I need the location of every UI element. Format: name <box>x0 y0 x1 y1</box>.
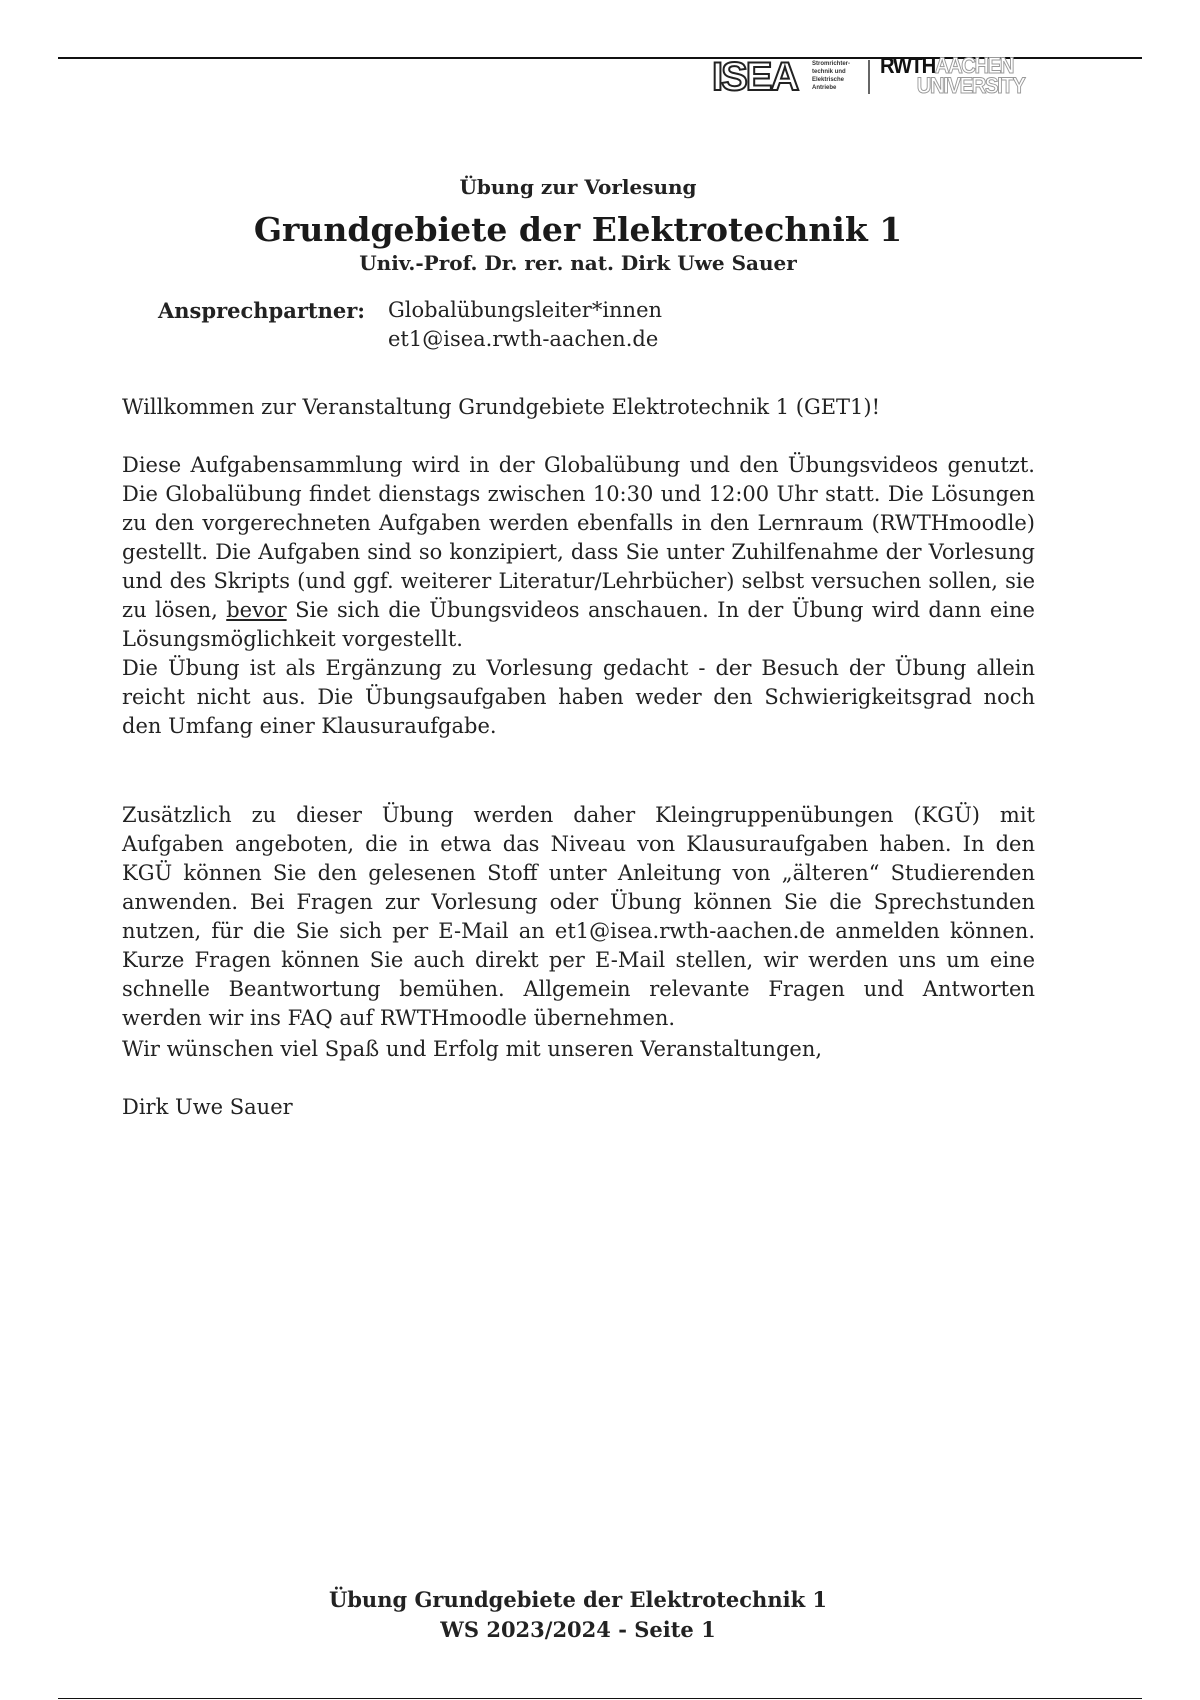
kgue-text: Zusätzlich zu dieser Übung werden daher Kleingruppenübungen (KGÜ) mit Aufgaben angeboten, die in etwa das Niveau von Klausuraufgaben haben. In den KGÜ können Sie den gelesenen Stoff unter Anleitung von „älteren“ Studierenden anwenden. Bei Fragen zur Vorlesung oder Übung können Sie die Sprechstunden nutzen, für die Sie sich per E-Mail an et1@isea.rwth-aachen.de anmelden können. Kurze Fragen können Sie auch direkt per E-Mail stellen, wir werden uns um eine schnelle Beantwortung bemühen. Allgemein relevante Fragen und Antworten werden wir ins FAQ auf RWTHmoodle übernehmen. <box>122 803 1035 1030</box>
document-title: Grundgebiete der Elektrotechnik 1 <box>253 210 903 249</box>
welcome-paragraph <box>122 393 1035 422</box>
main-text <box>122 451 1035 654</box>
emphasis-bevor: bevor <box>226 598 287 622</box>
isea-subtitle-line: Stromrichter- <box>812 61 851 67</box>
footer-rule <box>58 1698 1142 1699</box>
isea-logo-text: ISEA <box>712 55 798 99</box>
welcome-text: Willkommen zur Veranstaltung Grundgebiete Elektrotechnik 1 (GET1)! <box>122 395 881 419</box>
contact-values <box>388 296 662 354</box>
wish-text: Wir wünschen viel Spaß und Erfolg mit unseren Veranstaltungen, <box>122 1037 823 1061</box>
isea-subtitle-line: Antriebe <box>812 85 837 91</box>
isea-logo-subtitle <box>812 60 872 92</box>
signature-text: Dirk Uwe Sauer <box>122 1095 293 1119</box>
footer-course: Übung Grundgebiete der Elektrotechnik 1 <box>328 1587 828 1612</box>
rwth-logo-university: UNIVERSITY <box>916 73 1025 98</box>
main-paragraph <box>122 451 1035 741</box>
contact-name: Globalübungsleiter*innen <box>388 298 663 322</box>
main-text-part2: Sie sich die Übungsvideos anschauen. In der Übung wird dann eine Lösungsmöglichkeit vorgestellt. <box>122 598 1035 651</box>
signature-paragraph <box>122 1093 1035 1122</box>
main-text-part1: Diese Aufgabensammlung wird in der Globalübung und den Übungsvideos genutzt. Die Globalübung findet dienstags zwischen 10:30 und 12:00 Uhr statt. Die Lösungen zu den vorgerechneten Aufgaben werden ebenfalls in den Lernraum (RWTHmoodle) gestellt. Die Aufgaben sind so konzipiert, dass Sie unter Zuhilfenahme der Vorlesung und des Skripts (und ggf. weiterer Literatur/Lehrbücher) selbst versuchen sollen, sie zu lösen, <box>122 453 1035 622</box>
contact-email: et1@isea.rwth-aachen.de <box>388 327 659 351</box>
rwth-logo <box>880 53 1025 98</box>
footer-page: WS 2023/2024 - Seite 1 <box>440 1617 716 1642</box>
page-footer <box>0 1585 1156 1645</box>
isea-subtitle-line: technik und <box>812 69 846 75</box>
rwth-logo-aachen: AACHEN <box>934 53 1014 78</box>
wish-paragraph <box>122 1035 1035 1064</box>
logo-divider <box>868 60 870 94</box>
main-second-text: Die Übung ist als Ergänzung zu Vorlesung gedacht - der Besuch der Übung allein reicht nicht aus. Die Übungsaufgaben haben weder den Schwierigkeitsgrad noch den Umfang einer Klausuraufgabe. <box>122 656 1035 738</box>
lecturer-name: Univ.-Prof. Dr. rer. nat. Dirk Uwe Sauer <box>359 251 797 275</box>
kgue-paragraph <box>122 801 1035 1033</box>
isea-logo <box>712 55 812 99</box>
isea-subtitle-line: Elektrische <box>812 77 845 83</box>
rwth-logo-rwth: RWTH <box>880 53 935 78</box>
document-kicker: Übung zur Vorlesung <box>459 175 697 199</box>
logo-group <box>712 53 1032 99</box>
contact-label: Ansprechpartner: <box>158 298 366 323</box>
